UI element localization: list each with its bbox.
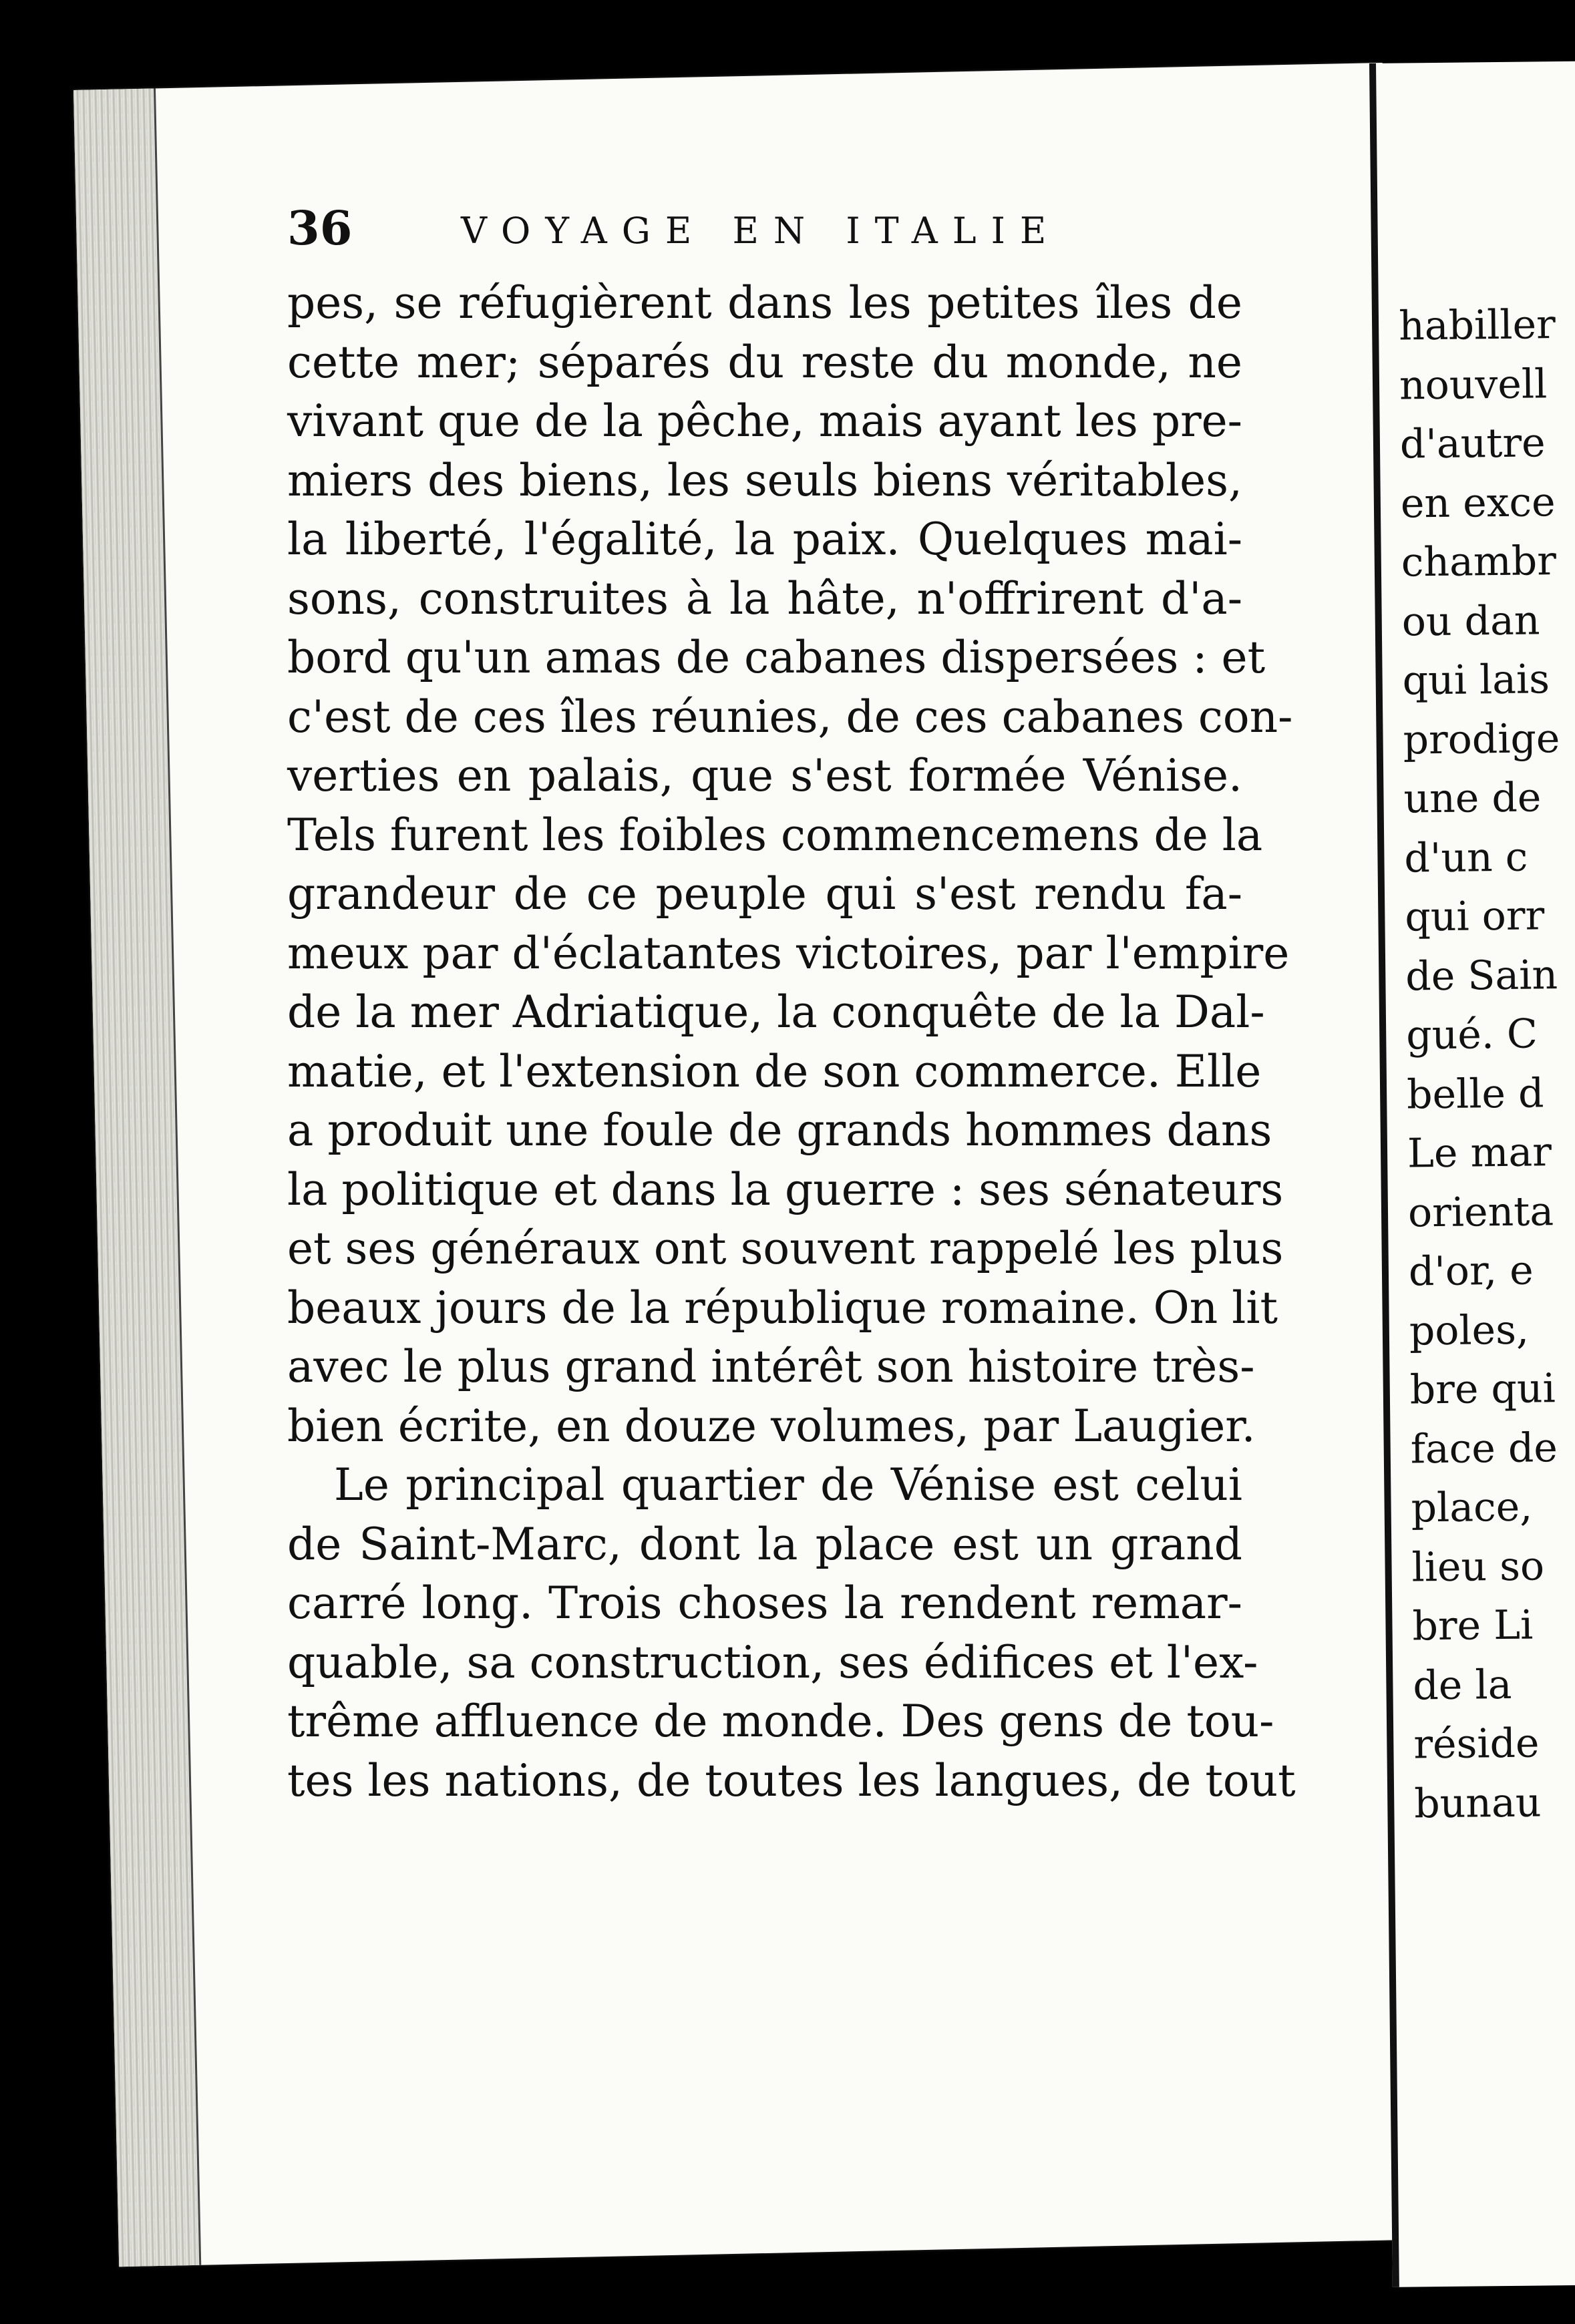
- right-page-line: d'autre: [1399, 419, 1546, 468]
- right-page-line: place,: [1411, 1483, 1533, 1532]
- text-line: a produit une foule de grands hommes dans: [287, 1105, 1272, 1156]
- text-line: avec le plus grand intérêt son histoire très-: [287, 1341, 1255, 1392]
- page-header: [287, 200, 1156, 260]
- running-head: VOYAGE EN ITALIE: [461, 210, 1061, 252]
- right-page-line: face de: [1410, 1424, 1558, 1473]
- right-page-line: poles,: [1409, 1306, 1530, 1354]
- right-page-line: gué. C: [1405, 1010, 1538, 1059]
- text-line: cette mer; séparés du reste du monde, ne: [287, 336, 1242, 388]
- right-page-line: de la: [1413, 1661, 1512, 1709]
- right-page-line: prodige: [1403, 715, 1560, 764]
- text-line: grandeur de ce peuple qui s'est rendu fa-: [287, 868, 1242, 920]
- text-line: Tels furent les foibles commencemens de la: [287, 809, 1263, 861]
- text-line: beaux jours de la république romaine. On lit: [287, 1282, 1278, 1334]
- right-page-line: réside: [1413, 1720, 1540, 1768]
- right-page-line: habiller: [1398, 301, 1556, 350]
- right-page-line: nouvell: [1399, 360, 1548, 409]
- text-line: carré long. Trois choses la rendent remar-: [287, 1577, 1242, 1629]
- right-page-line: bre qui: [1409, 1365, 1556, 1414]
- text-line: miers des biens, les seuls biens véritables,: [287, 454, 1242, 506]
- right-page-line: ou dan: [1401, 596, 1540, 646]
- body-text: [287, 274, 1296, 1810]
- text-line: vivant que de la pêche, mais ayant les pre-: [287, 395, 1242, 447]
- text-line: de la mer Adriatique, la conquête de la Dal-: [287, 986, 1265, 1038]
- right-page-line: belle d: [1406, 1069, 1544, 1118]
- right-page: [1369, 61, 1575, 2287]
- right-page-line: bunau: [1413, 1778, 1542, 1827]
- text-line: pes, se réfugièrent dans les petites îles de: [287, 277, 1242, 329]
- page-edge: [73, 88, 201, 2267]
- text-line: la politique et dans la guerre : ses sénateurs: [287, 1163, 1284, 1215]
- right-page-line: qui lais: [1402, 656, 1550, 705]
- text-line: sons, construites à la hâte, n'offrirent d'a-: [287, 572, 1242, 624]
- right-page-line: qui orr: [1405, 892, 1545, 941]
- text-line: quable, sa construction, ses édifices et l'ex-: [287, 1636, 1258, 1688]
- right-page-line: orienta: [1407, 1187, 1554, 1236]
- text-line: de Saint-Marc, dont la place est un grand: [287, 1518, 1242, 1570]
- text-line: matie, et l'extension de son commerce. Elle: [287, 1045, 1262, 1097]
- page-number: 36: [287, 200, 353, 256]
- text-line: Le principal quartier de Vénise est celui: [334, 1459, 1242, 1511]
- right-page-line: d'un c: [1404, 833, 1528, 882]
- text-line: tes les nations, de toutes les langues, de tout: [287, 1754, 1296, 1806]
- right-page-line: chambr: [1401, 538, 1557, 586]
- right-page-line: une de: [1403, 774, 1542, 823]
- text-line: bien écrite, en douze volumes, par Laugier.: [287, 1400, 1256, 1452]
- text-line: meux par d'éclatantes victoires, par l'empire: [287, 927, 1290, 979]
- text-line: et ses généraux ont souvent rappelé les plus: [287, 1223, 1284, 1274]
- text-line: bord qu'un amas de cabanes dispersées : et: [287, 632, 1266, 683]
- text-line: la liberté, l'égalité, la paix. Quelques mai-: [287, 514, 1242, 565]
- right-page-line: lieu so: [1411, 1542, 1545, 1591]
- right-page-line: bre Li: [1412, 1601, 1534, 1650]
- right-page-line: de Sain: [1405, 951, 1558, 1000]
- text-line: trême affluence de monde. Des gens de tou-: [287, 1696, 1274, 1747]
- text-line: c'est de ces îles réunies, de ces cabanes con-: [287, 691, 1293, 743]
- right-page-line: en exce: [1400, 478, 1556, 528]
- right-page-text: [1399, 295, 1575, 1833]
- right-page-line: Le mar: [1407, 1129, 1552, 1177]
- text-line: verties en palais, que s'est formée Vénise.: [287, 750, 1242, 801]
- right-page-line: d'or, e: [1408, 1247, 1534, 1296]
